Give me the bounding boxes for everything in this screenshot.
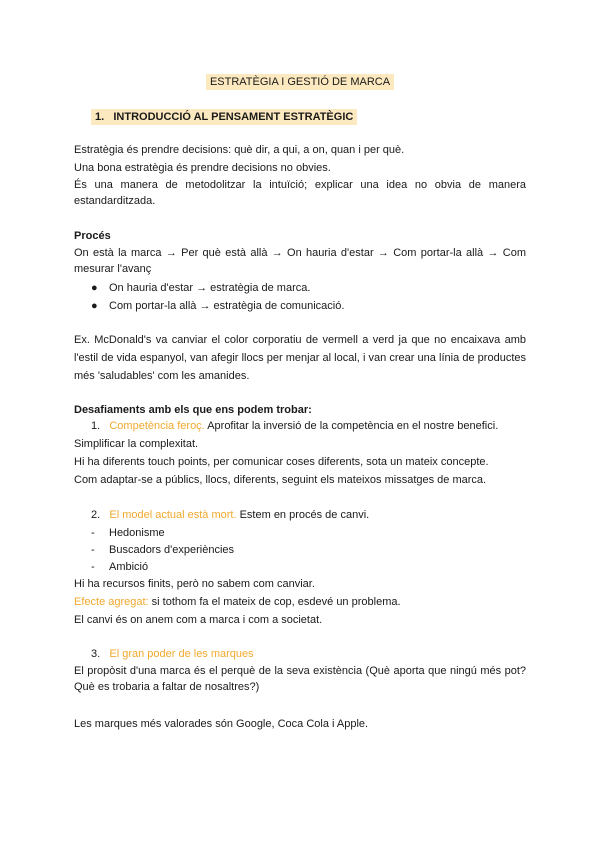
proces-heading: Procés bbox=[74, 230, 111, 242]
dash-marker: - bbox=[91, 561, 95, 573]
challenge-item-3: 3. El gran poder de les marques bbox=[91, 648, 254, 660]
effect-line: Efecte agregat: si tothom fa el mateix de cop, esdevé un problema. bbox=[74, 596, 401, 608]
effect-label: Efecte agregat: bbox=[74, 596, 149, 608]
challenge-2-label: El model actual està mort. bbox=[109, 509, 237, 521]
intro-line-2: Una bona estratègia és prendre decisions no obvies. bbox=[74, 162, 331, 174]
challenge-1-label: Competència feroç. bbox=[109, 420, 205, 432]
closing-line: Les marques més valorades són Google, Coca Cola i Apple. bbox=[74, 718, 369, 730]
intro-line-1: Estratègia és prendre decisions: què dir, a qui, a on, quan i per què. bbox=[74, 144, 405, 156]
dash-item: Ambició bbox=[109, 561, 149, 573]
intro-paragraph: És una manera de metodolitzar la intuïció; explicar una idea no obvia de manera estandarditzada. bbox=[74, 179, 526, 207]
bullet-icon: ● bbox=[91, 282, 98, 294]
dash-item: Hedonisme bbox=[109, 527, 165, 539]
challenges-heading: Desafiaments amb els que ens podem trobar: bbox=[74, 404, 312, 416]
dash-marker: - bbox=[91, 544, 95, 556]
challenge-1-line: Com adaptar-se a públics, llocs, diferents, seguint els mateixos missatges de marca. bbox=[74, 474, 487, 486]
example-paragraph: Ex. McDonald's va canviar el color corporatiu de vermell a verd ja que no encaixava amb l'estil de vida espanyol, van afegir llocs per menjar al local, i van crear una línia de productes més 'saludables' com les amanides. bbox=[74, 334, 526, 382]
proces-paragraph: On està la marca → Per què està allà → On hauria d'estar → Com portar-la allà → Com mesurar l'avanç bbox=[74, 247, 526, 275]
challenge-3-paragraph: El propòsit d'una marca és el perquè de la seva existència (Què aporta que ningú més pot? Què es trobaria a faltar de nosaltres?) bbox=[74, 665, 526, 693]
dash-item: Buscadors d'experiències bbox=[109, 544, 235, 556]
challenge-2-line: El canvi és on anem com a marca i com a societat. bbox=[74, 614, 323, 626]
challenge-item-2: 2. El model actual està mort. Estem en procés de canvi. bbox=[91, 509, 370, 521]
dash-marker: - bbox=[91, 527, 95, 539]
proces-bullet-1: On hauria d'estar → estratègia de marca. bbox=[109, 282, 311, 294]
challenge-2-line: Hi ha recursos finits, però no sabem com canviar. bbox=[74, 578, 315, 590]
bullet-icon: ● bbox=[91, 300, 98, 312]
section-heading: 1. INTRODUCCIÓ AL PENSAMENT ESTRATÈGIC bbox=[91, 110, 357, 124]
challenge-item-1: 1. Competència feroç. Aprofitar la inversió de la competència en el nostre benefici. bbox=[91, 420, 499, 432]
proces-bullet-2: Com portar-la allà → estratègia de comunicació. bbox=[109, 300, 345, 312]
challenge-1-line: Hi ha diferents touch points, per comunicar coses diferents, sota un mateix concepte. bbox=[74, 456, 489, 468]
challenge-3-label: El gran poder de les marques bbox=[109, 648, 254, 660]
document-title: ESTRATÈGIA I GESTIÓ DE MARCA bbox=[0, 75, 600, 89]
challenge-1-line: Simplificar la complexitat. bbox=[74, 438, 199, 450]
